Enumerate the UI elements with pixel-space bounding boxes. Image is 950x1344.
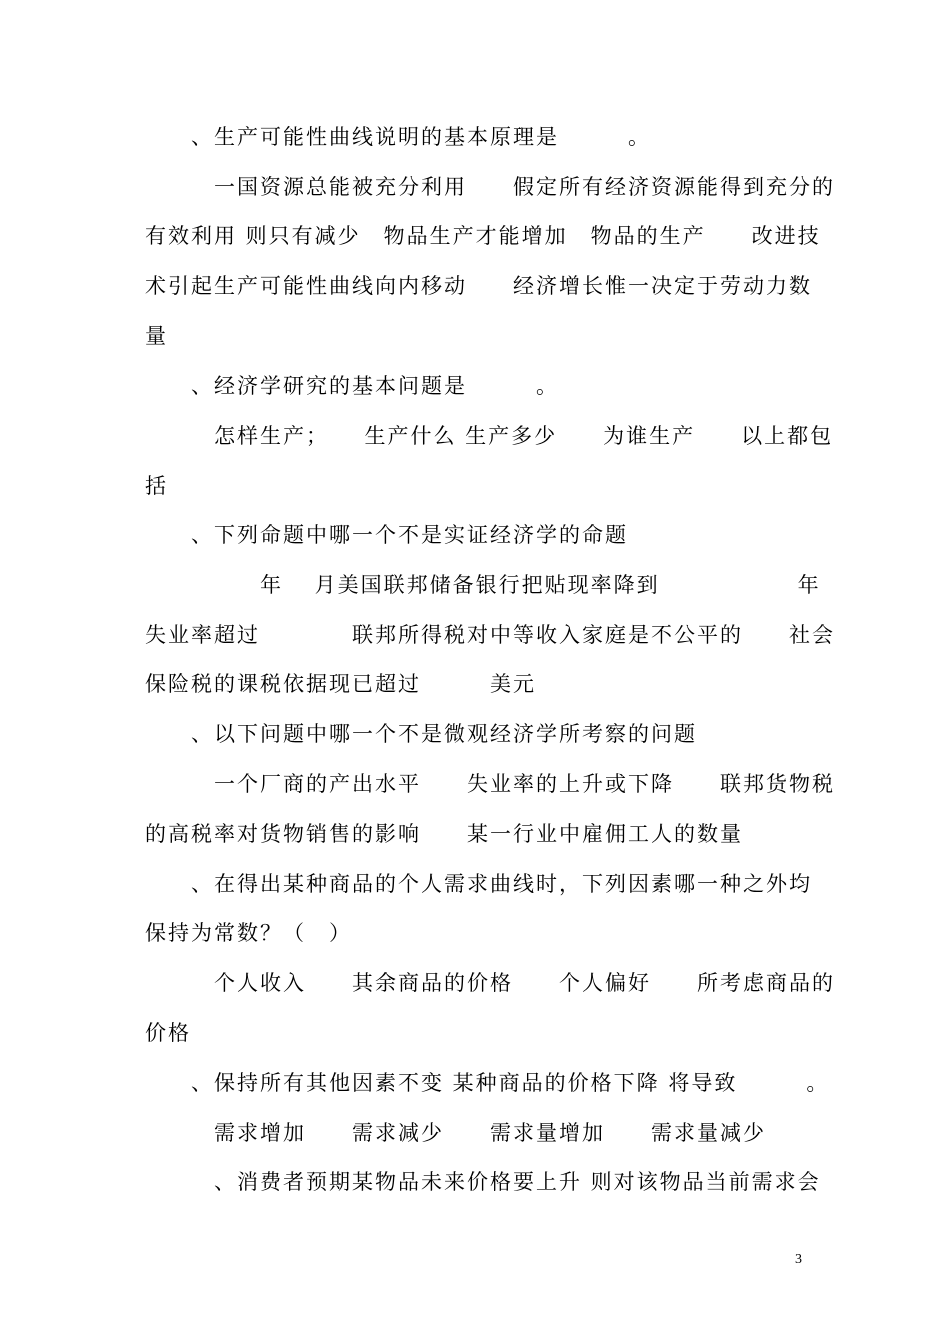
text-line: 有效利用 则只有减少 物品生产才能增加 物品的生产 改进技: [145, 224, 821, 248]
text-line: 、经济学研究的基本问题是 。: [145, 374, 559, 398]
text-line: 的高税率对货物销售的影响 某一行业中雇佣工人的数量: [145, 822, 743, 846]
text-line: 需求增加 需求减少 需求量增加 需求量减少: [145, 1121, 766, 1145]
text-line: 括: [145, 474, 168, 498]
text-line: 、以下问题中哪一个不是微观经济学所考察的问题: [145, 722, 697, 746]
text-line: 价格: [145, 1021, 191, 1045]
text-line: 一国资源总能被充分利用 假定所有经济资源能得到充分的: [145, 175, 835, 199]
page-number: 3: [795, 1252, 802, 1267]
text-line: 量: [145, 324, 168, 348]
text-line: 、在得出某种商品的个人需求曲线时，下列因素哪一种之外均: [145, 872, 812, 896]
text-line: 、消费者预期某物品未来价格要上升 则对该物品当前需求会: [145, 1170, 821, 1194]
text-line: 怎样生产； 生产什么 生产多少 为谁生产 以上都包: [145, 424, 834, 448]
text-line: 个人收入 其余商品的价格 个人偏好 所考虑商品的: [145, 971, 835, 995]
text-line: 保持为常数？（ ）: [145, 921, 352, 945]
text-line: 、下列命题中哪一个不是实证经济学的命题: [145, 523, 628, 547]
text-line: 一个厂商的产出水平 失业率的上升或下降 联邦货物税: [145, 772, 835, 796]
text-line: 年 月美国联邦储备银行把贴现率降到 年: [145, 573, 821, 597]
text-line: 、保持所有其他因素不变 某种商品的价格下降 将导致 。: [145, 1071, 830, 1095]
text-line: 术引起生产可能性曲线向内移动 经济增长惟一决定于劳动力数: [145, 274, 812, 298]
text-line: 失业率超过 联邦所得税对中等收入家庭是不公平的 社会: [145, 623, 835, 647]
text-line: 保险税的课税依据现已超过 美元: [145, 672, 536, 696]
text-line: 、生产可能性曲线说明的基本原理是 。: [145, 125, 651, 149]
